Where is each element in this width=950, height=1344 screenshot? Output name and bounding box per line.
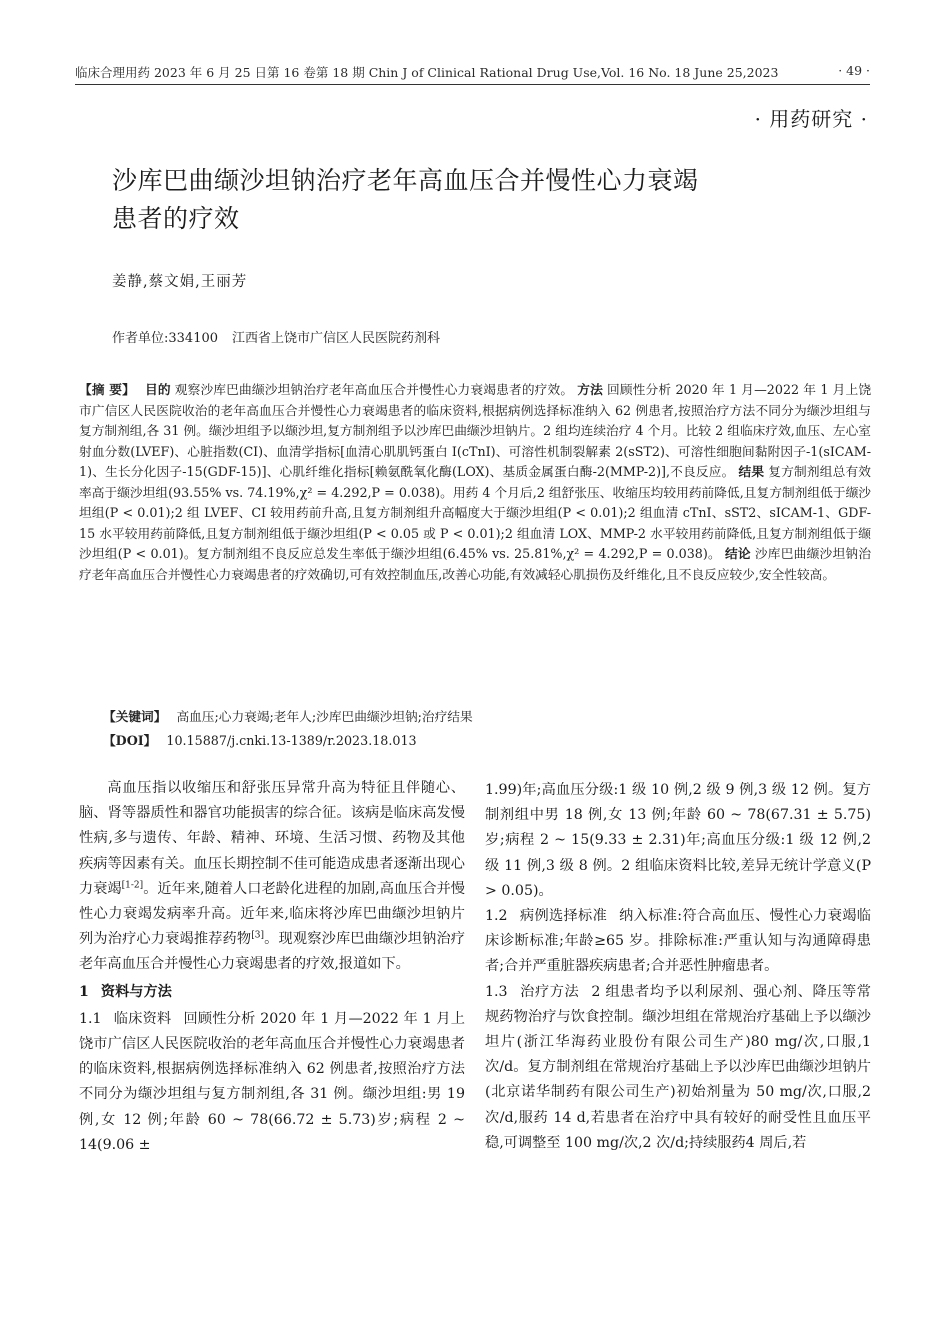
citation-ref: [3] bbox=[251, 930, 265, 941]
authors: 姜静,蔡文娟,王丽芳 bbox=[112, 274, 248, 290]
subsection-1-3 bbox=[485, 980, 871, 1156]
section-number: 1 bbox=[79, 983, 89, 1000]
objective-text: 观察沙库巴曲缬沙坦钠治疗老年高血压合并慢性心力衰竭患者的疗效。 bbox=[174, 382, 574, 397]
abstract-label: 【摘 要】 bbox=[79, 382, 136, 397]
body-column-left bbox=[79, 776, 465, 1158]
doi-text: 10.15887/j.cnki.13-1389/r.2023.18.013 bbox=[166, 733, 417, 748]
affiliation-institution: 江西省上饶市广信区人民医院药剂科 bbox=[232, 331, 441, 346]
doi bbox=[103, 730, 863, 749]
intro-text-1: 高血压指以收缩压和舒张压异常升高为特征且伴随心、脑、肾等器质性和器官功能损害的综合征。该病是临床高发慢性病,多与遗传、年龄、精神、环境、生活习惯、药物及其他疾病等因素有关。血压长期控制不佳可能造成患者逐渐出现心力衰竭 bbox=[79, 780, 465, 897]
conclusion-label: 结论 bbox=[725, 546, 751, 561]
page-number: · 49 · bbox=[838, 63, 870, 78]
subsection-title: 病例选择标准 bbox=[519, 908, 608, 925]
conclusion-text: 沙库巴曲缬沙坦钠治疗老年高血压合并慢性心力衰竭患者的疗效确切,可有效控制血压,改善心功能,有效减轻心肌损伤及纤维化,且不良反应较少,安全性较高。 bbox=[79, 546, 872, 582]
subsection-1-2 bbox=[485, 904, 871, 980]
methods-label: 方法 bbox=[577, 382, 603, 397]
subsection-number: 1.2 bbox=[485, 908, 508, 925]
subsection-title: 临床资料 bbox=[113, 1010, 172, 1027]
title-line-2: 患者的疗效 bbox=[112, 204, 240, 233]
header-divider bbox=[75, 84, 870, 85]
subsection-text: 纳入标准:符合高血压、慢性心力衰竭临床诊断标准;年龄≥65 岁。排除标准:严重认知与沟通障碍患者;合并严重脏器疾病患者;合并恶性肿瘤患者。 bbox=[485, 908, 871, 975]
keywords-label: 【关键词】 bbox=[103, 709, 167, 724]
article-title bbox=[112, 162, 812, 238]
intro-text-2: 。近年来,随着人口老龄化进程的加剧,高血压合并慢性心力衰竭发病率升高。近年来,临床将沙库巴曲缬沙坦钠片列为治疗心力衰竭推荐药物 bbox=[79, 880, 465, 948]
abstract bbox=[79, 380, 871, 585]
column-tag: · 用药研究 · bbox=[754, 107, 868, 131]
affiliation-label: 作者单位:334100 bbox=[112, 331, 219, 346]
title-line-1: 沙库巴曲缬沙坦钠治疗老年高血压合并慢性心力衰竭 bbox=[112, 166, 699, 195]
subsection-1-1-continued: 1.99)年;高血压分级:1 级 10 例,2 级 9 例,3 级 12 例。复方制剂组中男 18 例,女 13 例;年龄 60 ~ 78(67.31 ± 5.75)岁;病程 2 ~ 15(9.33 ± 2.31)年;高血压分级:1 级 12 例,2 级 11 例,3 级 8 例。2 组临床资料比较,差异无统计学意义(P > 0.05)。 bbox=[485, 782, 871, 899]
section-title: 资料与方法 bbox=[100, 983, 172, 1000]
results-label: 结果 bbox=[738, 464, 765, 479]
body-column-right bbox=[485, 778, 871, 1156]
running-header bbox=[75, 63, 870, 81]
intro-paragraph bbox=[79, 776, 465, 978]
subsection-number: 1.1 bbox=[79, 1010, 102, 1027]
objective-label: 目的 bbox=[145, 382, 171, 397]
keywords bbox=[103, 706, 863, 725]
affiliation bbox=[112, 327, 440, 346]
subsection-title: 治疗方法 bbox=[519, 983, 580, 1000]
results-text: 复方制剂组总有效率高于缬沙坦组(93.55% vs. 74.19%,χ² = 4.292,P = 0.038)。用药 4 个月后,2 组舒张压、收缩压均较用药前降低,且复方制剂组低于缬沙坦组(P < 0.01);2 组 LVEF、CI 较用药前升高,且复方制剂组升高幅度大于缬沙坦组(P < 0.01);2 组血清 cTnI、sST2、sICAM-1、GDF-15 水平较用药前降低,且复方制剂组低于缬沙坦组(P < 0.05 或 P < 0.01);2 组血清 LOX、MMP-2 水平较用药前降低,且复方制剂组低于缬沙坦组(P < 0.01)。复方制剂组不良反应总发生率低于缬沙坦组(6.45% vs. 25.81%,χ² = 4.292,P = 0.038)。 bbox=[79, 464, 871, 561]
methods-text: 回顾性分析 2020 年 1 月—2022 年 1 月上饶市广信区人民医院收治的老年高血压合并慢性心力衰竭患者的临床资料,根据病例选择标准纳入 62 例患者,按照治疗方法不同分为缬沙坦组与复方制剂组,各 31 例。缬沙坦组予以缬沙坦,复方制剂组予以沙库巴曲缬沙坦钠片。2 组均连续治疗 4 个月。比较 2 组临床疗效,血压、左心室射血分数(LVEF)、心脏指数(CI)、血清学指标[血清心肌肌钙蛋白 I(cTnI)、可溶性机制裂解素 2(sST2)、可溶性细胞间黏附因子-1(sICAM-1)、生长分化因子-15(GDF-15)]、心肌纤维化指标[赖氨酰氧化酶(LOX)、基质金属蛋白酶-2(MMP-2)],不良反应。 bbox=[79, 382, 872, 479]
citation-ref: [1-2] bbox=[121, 880, 144, 891]
intro-text-3: 。现观察沙库巴曲缬沙坦钠治疗老年高血压合并慢性心力衰竭患者的疗效,报道如下。 bbox=[79, 931, 465, 973]
subsection-1-1 bbox=[79, 1007, 465, 1158]
keywords-text: 高血压;心力衰竭;老年人;沙库巴曲缬沙坦钠;治疗结果 bbox=[176, 709, 473, 724]
subsection-number: 1.3 bbox=[485, 983, 508, 1000]
journal-citation: 临床合理用药 2023 年 6 月 25 日第 16 卷第 18 期 Chin J of Clinical Rational Drug Use,Vol. 16 No. 18 June 25,2023 bbox=[75, 65, 779, 80]
subsection-text: 2 组患者均予以利尿剂、强心剂、降压等常规药物治疗与饮食控制。缬沙坦组在常规治疗基础上予以缬沙坦片(浙江华海药业股份有限公司生产)80 mg/次,口服,1 次/d。复方制剂组在常规治疗基础上予以沙库巴曲缬沙坦钠片(北京诺华制药有限公司生产)初始剂量为 50 mg/次,口服,2 次/d,服药 14 d,若患者在治疗中具有较好的耐受性且血压平稳,可调整至 100 mg/次,2 次/d;持续服药4 周后,若 bbox=[485, 983, 871, 1151]
section-heading-1 bbox=[79, 980, 465, 1005]
doi-label: 【DOI】 bbox=[103, 733, 157, 748]
subsection-text: 回顾性分析 2020 年 1 月—2022 年 1 月上饶市广信区人民医院收治的老年高血压合并慢性心力衰竭患者的临床资料,根据病例选择标准纳入 62 例患者,按照治疗方法不同分为缬沙坦组与复方制剂组,各 31 例。缬沙坦组:男 19 例,女 12 例;年龄 60 ~ 78(66.72 ± 5.73)岁;病程 2 ~ 14(9.06 ± bbox=[79, 1010, 465, 1153]
